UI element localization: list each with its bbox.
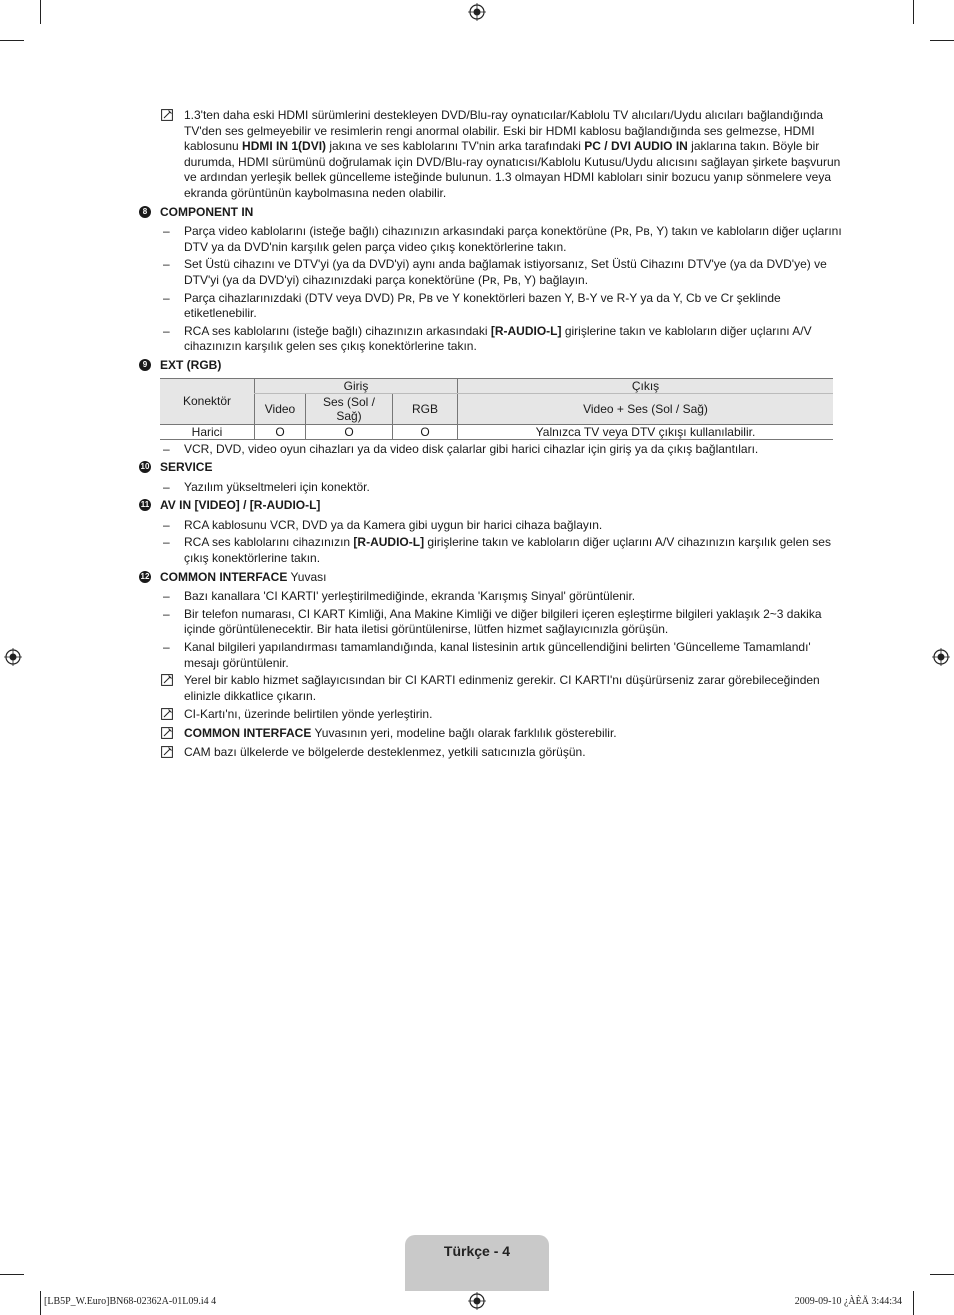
- list-item: – RCA ses kablolarını (isteğe bağlı) cihazınızın arkasındaki [R-AUDIO-L] girişlerine takın ve kabloların diğer uçlarını A/V cihazınızın karşılık gelen ses çıkış konektörlerine takın.: [163, 323, 812, 354]
- note-item: CAM bazı ülkelerde ve bölgelerde desteklenmez, yetkili satıcınızla görüşün.: [139, 745, 843, 761]
- section-title: COMMON INTERFACE: [160, 569, 288, 584]
- table-row: Harici O O O Yalnızca TV veya DTV çıkışı kullanılabilir.: [160, 424, 833, 439]
- section-number-icon: 10: [140, 462, 150, 472]
- list-item: – Bir telefon numarası, CI KART Kimliği, Ana Makine Kimliği ve diğer bilgileri içeren eşleştirme bilgileri yaklaşık 2~3 dakika içinde görüntülenecektir. Bir hata iletisi görüntülenirse, lütfen hizmet sağlayıcınızla görüşün.: [163, 606, 822, 637]
- table-header-video-audio: Video + Ses (Sol / Sağ): [458, 393, 834, 424]
- table-header-video: Video: [255, 393, 306, 424]
- page-content: [139, 108, 843, 763]
- note-icon: [161, 109, 173, 121]
- note-item: COMMON INTERFACE Yuvasının yeri, modeline bağlı olarak farklılık gösterebilir.: [139, 726, 843, 742]
- section-title-suffix: Yuvası: [287, 569, 327, 584]
- registration-mark-icon: [468, 1292, 486, 1310]
- section-heading-service: [139, 460, 843, 476]
- note-text: 1.3'ten daha eski HDMI sürümlerini destekleyen DVD/Blu-ray oynatıcılar/Kablolu TV alıcıları/Uydu alıcıları bağlandığında TV'den ses gelmeyebilir ve resimlerin rengi anormal olabilir. Eski bir HDMI kablosu bağlandığında ses gelmezse, HDMI kablosunu HDMI IN 1(DVI) jakına ve ses kablolarını TV'nin arka tarafındaki PC / DVI AUDIO IN jaklarına takın. Böyle bir durumda, HDMI sürümünü doğrulamak için DVD/Blu-ray oynatıcısı/Kablolu Kutusu/Uydu alıcısını sağlayan şirkete başvurun ve ardından yerleşik bellek güncelleme isteğinde bulunun. 1.3 olmayan HDMI kabloları sinir bozucu yanıp sönmelere veya ekranda görüntünün kaybolmasına neden olabilir.: [184, 108, 841, 200]
- registration-mark-icon: [468, 3, 486, 21]
- list-item: – RCA kablosunu VCR, DVD ya da Kamera gibi uygun bir harici cihaza bağlayın.: [163, 517, 603, 532]
- section-heading-av-in: [139, 498, 843, 514]
- table-header-input: Giriş: [255, 378, 458, 393]
- section-number-icon: 9: [139, 359, 151, 371]
- section-heading-ext-rgb: [139, 358, 843, 374]
- section-title: SERVICE: [160, 460, 213, 475]
- note-icon: [161, 708, 173, 720]
- crop-mark: [40, 0, 41, 24]
- page-number: Türkçe - 4: [443, 1243, 511, 1259]
- note-item: [139, 108, 843, 202]
- list-item: – Set Üstü cihazını ve DTV'yi (ya da DVD'yi) aynı anda bağlamak istiyorsanız, Set Üstü Cihazını DTV'ye (ya da DVD'ye) ve DTV'yi (ya da DVD'yi) cihazınızdaki parça konektörüne (Pʀ, Pʙ, Y) bağlayın.: [163, 257, 827, 287]
- list-item: – Kanal bilgileri yapılandırması tamamlandığında, kanal listesinin artık güncellendiğini belirten 'Güncelleme Tamamlandı' mesajı görüntülenir.: [163, 640, 811, 670]
- crop-mark: [913, 1291, 914, 1315]
- table-header-audio: Ses (Sol / Sağ): [306, 393, 393, 424]
- section-title: EXT (RGB): [160, 357, 222, 372]
- print-slug-right: 2009-09-10 ¿ÀÈÄ 3:44:34: [794, 1296, 902, 1307]
- page-number-tab: [405, 1235, 549, 1291]
- note-item: CI-Kartı'nı, üzerinde belirtilen yönde yerleştirin.: [139, 707, 843, 723]
- print-slug-left: [LB5P_W.Euro]BN68-02362A-01L09.i4 4: [44, 1296, 217, 1307]
- table-header-rgb: RGB: [393, 393, 458, 424]
- list-item: – RCA ses kablolarını cihazınızın [R-AUDIO-L] girişlerine takın ve kabloların diğer uçlarını A/V cihazınızın karşılık gelen ses çıkış konektörlerine takın.: [163, 535, 831, 566]
- section-number-icon: 8: [139, 206, 151, 218]
- section-title: COMPONENT IN: [160, 204, 254, 219]
- section-heading-component-in: [139, 205, 843, 221]
- list-item: – Parça cihazlarınızdaki (DTV veya DVD) Pʀ, Pʙ ve Y konektörleri bazen Y, B-Y ve R-Y ya da Y, Cb ve Cr şeklinde etiketlenebilir.: [163, 290, 781, 321]
- crop-mark: [930, 40, 954, 41]
- note-icon: [161, 674, 173, 686]
- note-icon: [161, 746, 173, 758]
- ext-connector-table: [160, 378, 833, 440]
- table-header-connector: Konektör: [160, 378, 255, 424]
- crop-mark: [0, 1274, 24, 1275]
- list-item: – Parça video kablolarını (isteğe bağlı) cihazınızın arkasındaki parça konektörüne (Pʀ, Pʙ, Y) takın ve kabloların diğer uçlarını DTV ya da DVD'nin karşılık gelen parça video çıkış konektörlerine takın.: [163, 224, 842, 254]
- section-heading-common-interface: [139, 570, 843, 586]
- list-item: – Bazı kanallara 'CI KARTI' yerleştirilmediğinde, ekranda 'Karışmış Sinyal' görüntülenir.: [163, 589, 636, 604]
- note-item: Yerel bir kablo hizmet sağlayıcısından bir CI KARTI edinmeniz gerekir. CI KARTI'nı düşürürseniz zarar görebileceğinden elinizle dikkatlice çıkarın.: [139, 673, 843, 704]
- list-item: – Yazılım yükseltmeleri için konektör.: [163, 479, 370, 494]
- registration-mark-icon: [4, 648, 22, 666]
- crop-mark: [930, 1274, 954, 1275]
- note-icon: [161, 727, 173, 739]
- section-number-icon: 11: [140, 500, 150, 510]
- crop-mark: [0, 40, 24, 41]
- crop-mark: [913, 0, 914, 24]
- list-item: – VCR, DVD, video oyun cihazları ya da video disk çalarlar gibi harici cihazlar için giriş ya da çıkış bağlantıları.: [163, 441, 759, 456]
- table-header-output: Çıkış: [458, 378, 834, 393]
- registration-mark-icon: [932, 648, 950, 666]
- section-title: AV IN [VIDEO] / [R-AUDIO-L]: [160, 498, 321, 513]
- section-number-icon: 12: [140, 571, 150, 581]
- crop-mark: [40, 1291, 41, 1315]
